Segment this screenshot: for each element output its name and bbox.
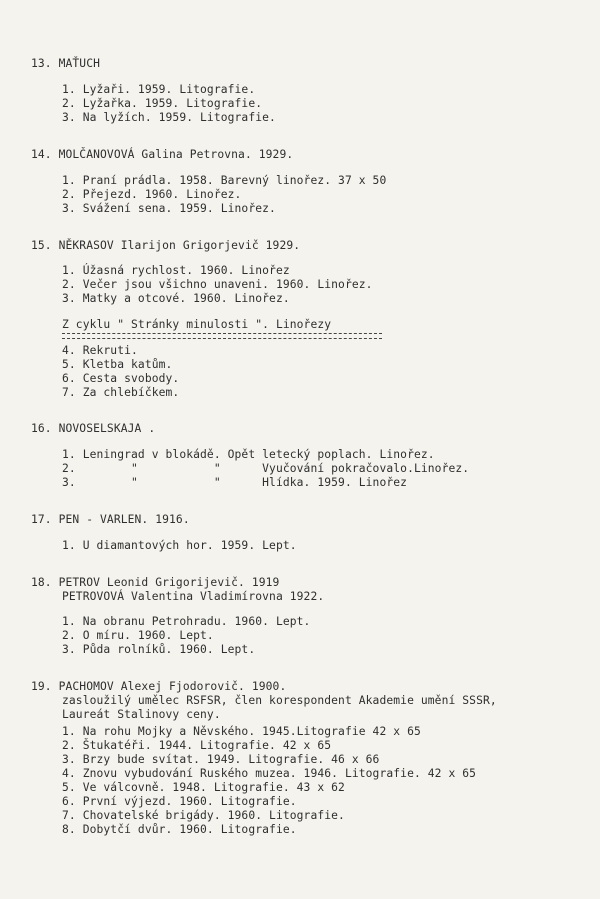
list-item: 1. Praní prádla. 1958. Barevný linořez. 37 x 50: [62, 174, 387, 187]
section-heading-tertiary: Laureát Stalinovy ceny.: [62, 708, 221, 721]
section-heading: 17. PEN - VARLEN. 1916.: [31, 513, 190, 526]
section-heading: 14. MOLČANOVOVÁ Galina Petrovna. 1929.: [31, 148, 294, 161]
list-item: 1. Úžasná rychlost. 1960. Linořez: [62, 264, 290, 277]
list-item: 8. Dobytčí dvůr. 1960. Litografie.: [62, 823, 297, 836]
section-heading: 15. NĚKRASOV Ilarijon Grigorjevič 1929.: [31, 239, 301, 252]
list-item: 3. " " Hlídka. 1959. Linořez: [62, 476, 408, 489]
list-item: 1. Leningrad v blokádě. Opět letecký poplach. Linořez.: [62, 448, 435, 461]
list-item: 4. Znovu vybudování Ruského muzea. 1946. Litografie. 42 x 65: [62, 767, 477, 780]
list-item: 3. Matky a otcové. 1960. Linořez.: [62, 292, 290, 305]
list-item: 7. Za chlebíčkem.: [62, 386, 180, 399]
list-item: 2. Přejezd. 1960. Linořez.: [62, 188, 242, 201]
list-item: 5. Kletba katům.: [62, 358, 173, 371]
list-item: 1. U diamantových hor. 1959. Lept.: [62, 539, 297, 552]
list-item: 3. Brzy bude svítat. 1949. Litografie. 46 x 66: [62, 753, 380, 766]
section-heading: 18. PETROV Leonid Grigorijevič. 1919: [31, 576, 280, 589]
divider-rule: [62, 338, 382, 339]
divider-rule: [62, 333, 382, 334]
list-item: 2. Štukatéři. 1944. Litografie. 42 x 65: [62, 739, 332, 752]
list-item: 2. Večer jsou všichno unaveni. 1960. Linořez.: [62, 278, 373, 291]
list-item: 5. Ve válcovně. 1948. Litografie. 43 x 62: [62, 781, 345, 794]
list-item: 3. Půda rolníků. 1960. Lept.: [62, 643, 256, 656]
list-item: 2. " " Vyučování pokračovalo.Linořez.: [62, 462, 470, 475]
list-item: 2. O míru. 1960. Lept.: [62, 629, 214, 642]
section-heading: 13. MAŤUCH: [31, 57, 101, 70]
list-item: 3. Svážení sena. 1959. Linořez.: [62, 202, 276, 215]
list-item: 1. Na obranu Petrohradu. 1960. Lept.: [62, 615, 311, 628]
section-heading: 19. PACHOMOV Alexej Fjodorovič. 1900.: [31, 680, 287, 693]
list-item: 1. Lyžaři. 1959. Litografie.: [62, 83, 256, 96]
list-item: 6. Cesta svobody.: [62, 372, 180, 385]
list-item: 2. Lyžařka. 1959. Litografie.: [62, 97, 263, 110]
list-item: 6. První výjezd. 1960. Litografie.: [62, 795, 297, 808]
list-item: 7. Chovatelské brigády. 1960. Litografie.: [62, 809, 345, 822]
section-heading-secondary: zasloužilý umělec RSFSR, člen korespondent Akademie umění SSSR,: [62, 694, 497, 707]
list-item: 3. Na lyžích. 1959. Litografie.: [62, 111, 276, 124]
cycle-subheading: Z cyklu " Stránky minulosti ". Linořezy: [62, 318, 332, 331]
section-heading: 16. NOVOSELSKAJA .: [31, 422, 156, 435]
list-item: 4. Rekruti.: [62, 344, 138, 357]
section-heading-secondary: PETROVOVÁ Valentina Vladimírovna 1922.: [62, 590, 325, 603]
list-item: 1. Na rohu Mojky a Něvského. 1945.Litografie 42 x 65: [62, 725, 421, 738]
